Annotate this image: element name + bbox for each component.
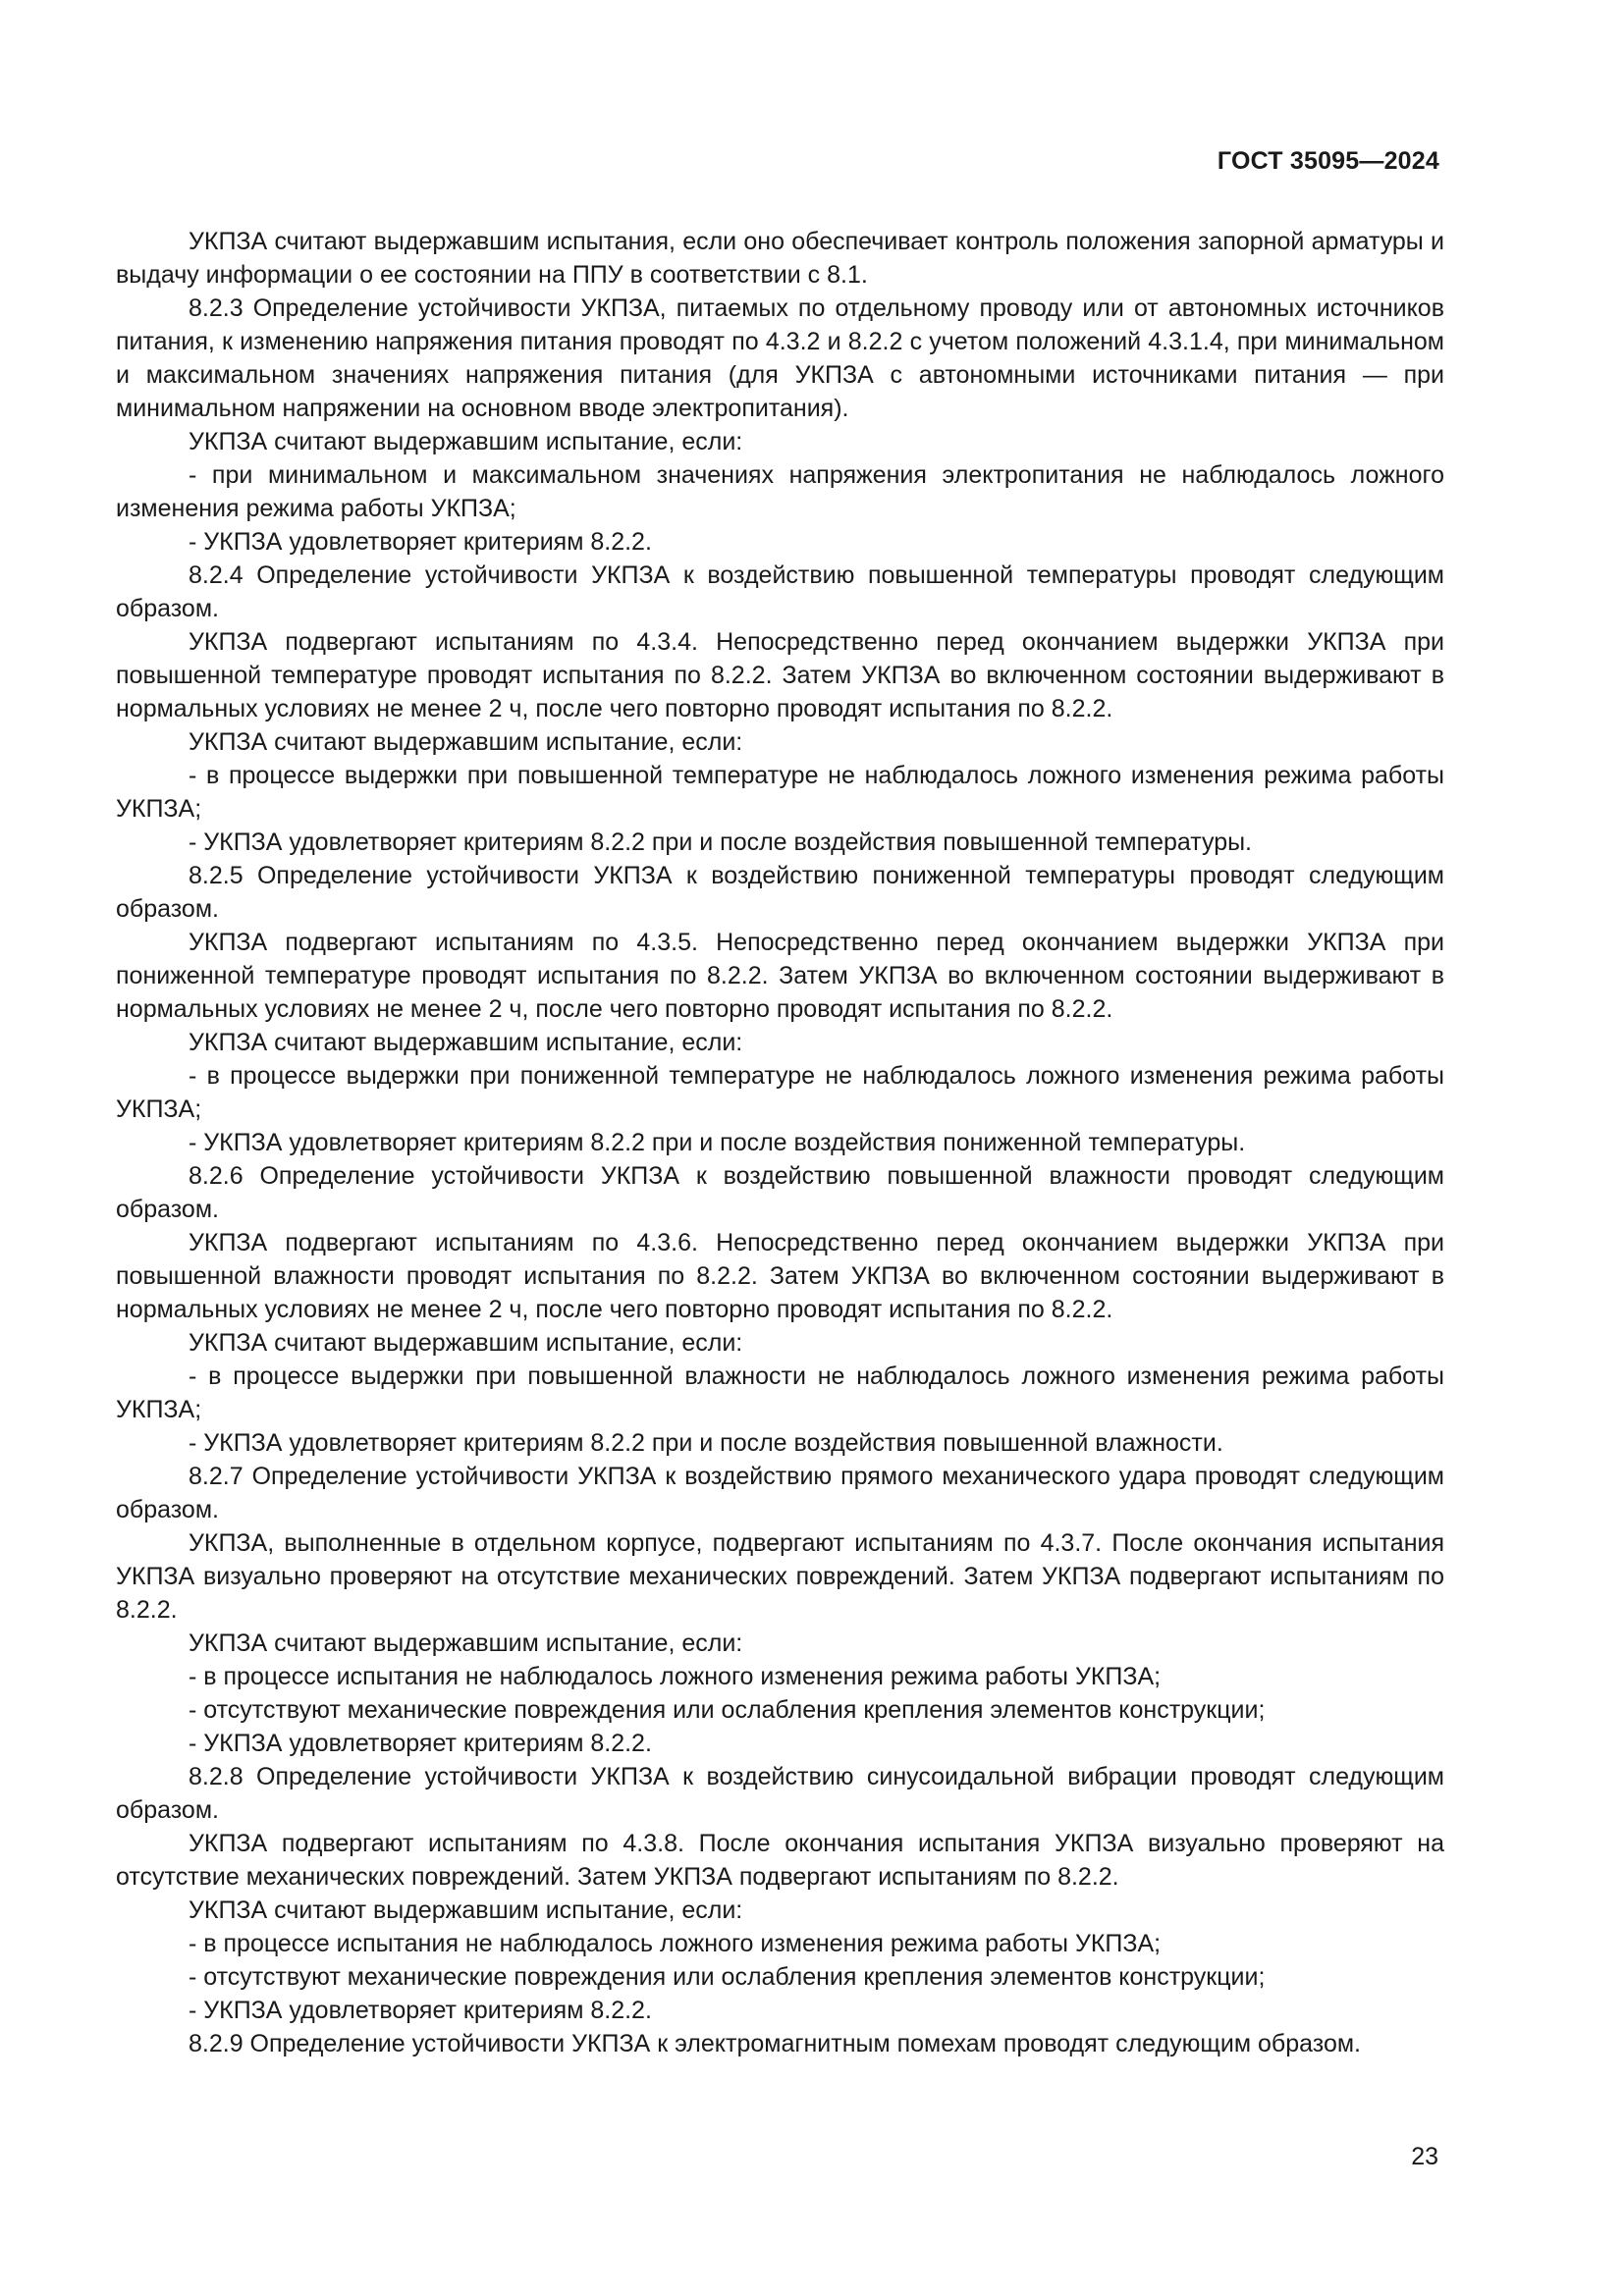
document-body — [116, 225, 1444, 2060]
document-header: ГОСТ 35095—2024 — [1217, 147, 1439, 175]
list-item: - в процессе выдержки при повышенной влажности не наблюдалось ложного изменения режима работы УКПЗА; — [116, 1362, 1444, 1423]
section-paragraph: 8.2.6 Определение устойчивости УКПЗА к воздействию повышенной влажности проводят следующим образом. — [116, 1162, 1444, 1223]
list-item: - УКПЗА удовлетворяет критериям 8.2.2 при и после воздействия повышенной температуры. — [189, 828, 1253, 856]
paragraph: УКПЗА подвергают испытаниям по 4.3.8. После окончания испытания УКПЗА визуально проверяют на отсутствие механических повреждений. Затем УКПЗА подвергают испытаниям по 8.2.2. — [116, 1830, 1444, 1891]
section-paragraph: 8.2.7 Определение устойчивости УКПЗА к воздействию прямого механического удара проводят следующим образом. — [116, 1463, 1444, 1523]
list-item: - отсутствуют механические повреждения или ослабления крепления элементов конструкции; — [189, 1963, 1266, 1991]
section-paragraph: 8.2.9 Определение устойчивости УКПЗА к электромагнитным помехам проводят следующим образом. — [189, 2030, 1361, 2057]
paragraph: УКПЗА, выполненные в отдельном корпусе, подвергают испытаниям по 4.3.7. После окончания испытания УКПЗА визуально проверяют на отсутствие механических повреждений. Затем УКПЗА подвергают испытаниям по 8.2.2. — [116, 1529, 1444, 1624]
list-item: - УКПЗА удовлетворяет критериям 8.2.2 при и после воздействия повышенной влажности. — [189, 1429, 1223, 1457]
list-item: - УКПЗА удовлетворяет критериям 8.2.2. — [189, 1997, 652, 2024]
list-item: - УКПЗА удовлетворяет критериям 8.2.2. — [189, 528, 652, 556]
paragraph: УКПЗА подвергают испытаниям по 4.3.6. Непосредственно перед окончанием выдержки УКПЗА при повышенной влажности проводят испытания по 8.2.2. Затем УКПЗА во включенном состоянии выдерживают в нормальных условиях не менее 2 ч, после чего повторно проводят испытания по 8.2.2. — [116, 1229, 1444, 1323]
list-item: - в процессе испытания не наблюдалось ложного изменения режима работы УКПЗА; — [189, 1930, 1162, 1957]
list-item: - в процессе выдержки при пониженной температуре не наблюдалось ложного изменения режима работы УКПЗА; — [116, 1062, 1444, 1123]
list-item: - УКПЗА удовлетворяет критериям 8.2.2 при и после воздействия пониженной температуры. — [189, 1129, 1246, 1156]
paragraph: УКПЗА считают выдержавшим испытание, если: — [189, 1629, 743, 1657]
paragraph: УКПЗА подвергают испытаниям по 4.3.5. Непосредственно перед окончанием выдержки УКПЗА при пониженной температуре проводят испытания по 8.2.2. Затем УКПЗА во включенном состоянии выдерживают в нормальных условиях не менее 2 ч, после чего повторно проводят испытания по 8.2.2. — [116, 929, 1444, 1023]
section-paragraph: 8.2.4 Определение устойчивости УКПЗА к воздействию повышенной температуры проводят следующим образом. — [116, 561, 1444, 622]
list-item: - в процессе испытания не наблюдалось ложного изменения режима работы УКПЗА; — [189, 1663, 1162, 1690]
paragraph: УКПЗА считают выдержавшим испытание, если: — [189, 428, 743, 455]
paragraph: УКПЗА считают выдержавшим испытание, если: — [189, 1896, 743, 1924]
list-item: - при минимальном и максимальном значениях напряжения электропитания не наблюдалось ложного изменения режима работы УКПЗА; — [116, 461, 1444, 522]
page-number: 23 — [1411, 2143, 1438, 2170]
paragraph: УКПЗА подвергают испытаниям по 4.3.4. Непосредственно перед окончанием выдержки УКПЗА при повышенной температуре проводят испытания по 8.2.2. Затем УКПЗА во включенном состоянии выдерживают в нормальных условиях не менее 2 ч, после чего повторно проводят испытания по 8.2.2. — [116, 628, 1444, 722]
list-item: - УКПЗА удовлетворяет критериям 8.2.2. — [189, 1730, 652, 1757]
list-item: - отсутствуют механические повреждения или ослабления крепления элементов конструкции; — [189, 1696, 1266, 1724]
list-item: - в процессе выдержки при повышенной температуре не наблюдалось ложного изменения режима работы УКПЗА; — [116, 762, 1444, 823]
paragraph: УКПЗА считают выдержавшим испытание, если: — [189, 1329, 743, 1357]
paragraph: 8.2.3 Определение устойчивости УКПЗА, питаемых по отдельному проводу или от автономных источников питания, к изменению напряжения питания проводят по 4.3.2 и 8.2.2 с учетом положений 4.3.1.4, при минимальном и максимальном значениях напряжения питания (для УКПЗА с автономными источниками питания — при минимальном напряжении на основном вводе электропитания). — [116, 294, 1444, 422]
section-paragraph: 8.2.5 Определение устойчивости УКПЗА к воздействию пониженной температуры проводят следующим образом. — [116, 862, 1444, 923]
section-paragraph: 8.2.8 Определение устойчивости УКПЗА к воздействию синусоидальной вибрации проводят следующим образом. — [116, 1763, 1444, 1824]
paragraph: УКПЗА считают выдержавшим испытание, если: — [189, 728, 743, 756]
paragraph: УКПЗА считают выдержавшим испытание, если: — [189, 1029, 743, 1056]
paragraph: УКПЗА считают выдержавшим испытания, если оно обеспечивает контроль положения запорной арматуры и выдачу информации о ее состоянии на ППУ в соответствии с 8.1. — [116, 228, 1444, 289]
